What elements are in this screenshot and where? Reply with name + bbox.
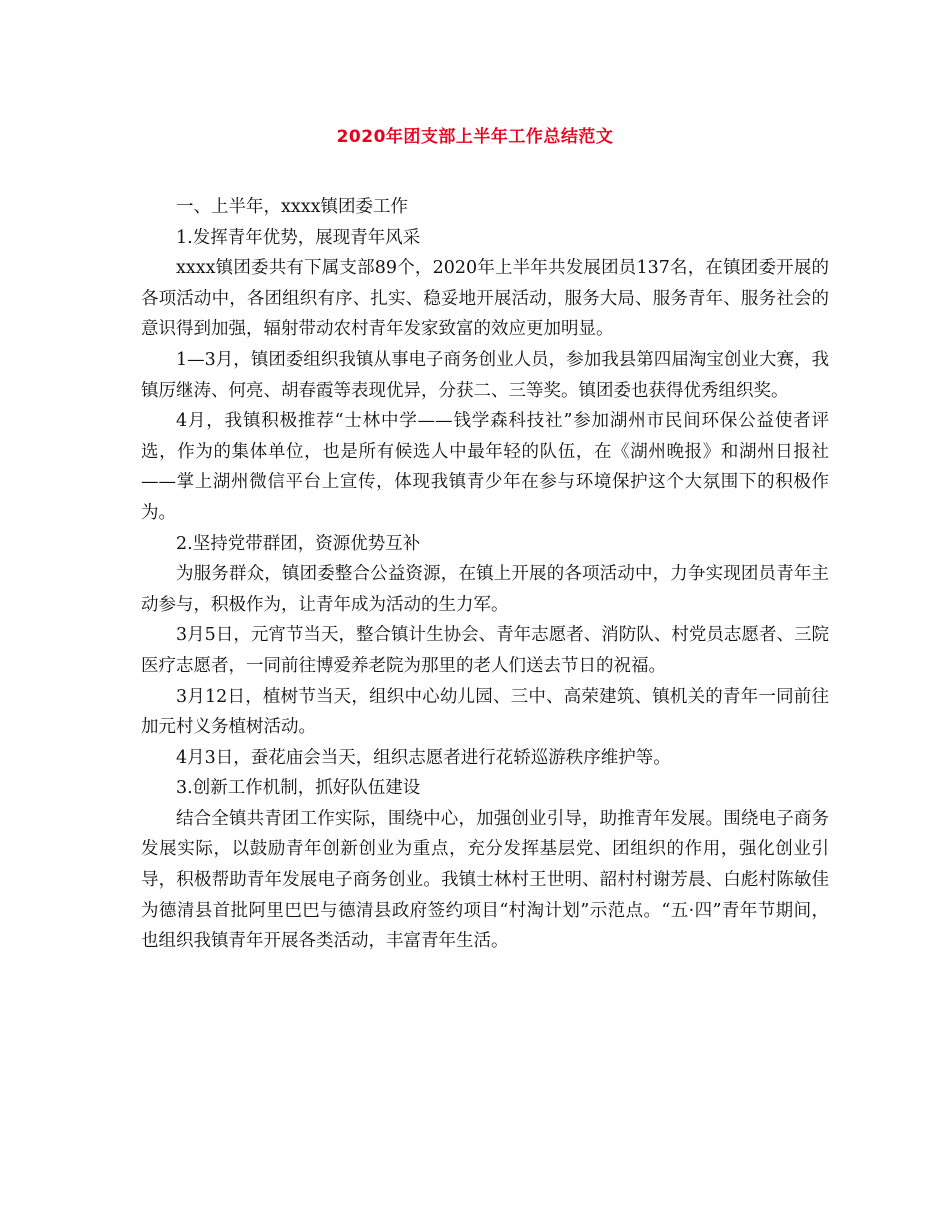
paragraph-arbor-day: 3月12日，植树节当天，组织中心幼儿园、三中、高荣建筑、镇机关的青年一同前往加元村义务植树活动。 [141, 686, 829, 738]
subheading-innovation: 3.创新工作机制，抓好队伍建设 [176, 778, 421, 799]
subheading-youth-advantage: 1.发挥青年优势，展现青年风采 [176, 227, 421, 248]
paragraph-entrepreneurship: 结合全镇共青团工作实际，围绕中心，加强创业引导，助推青年发展。围绕电子商务发展实际，以鼓励青年创新创业为重点，充分发挥基层党、团组织的作用，强化创业引导，积极帮助青年发展电子商务创业。我镇士林村王世明、韶村村谢芳晨、白彪村陈敏佳为德清县首批阿里巴巴与德清县政府签约项目“村淘计划”示范点。“五·四”青年节期间，也组织我镇青年开展各类活动，丰富青年生活。 [141, 808, 829, 952]
subheading-party-leads: 2.坚持党带群团，资源优势互补 [176, 533, 421, 554]
paragraph-temple-fair: 4月3日，蚕花庙会当天，组织志愿者进行花轿巡游秩序维护等。 [176, 747, 671, 768]
paragraph-public-service: 为服务群众，镇团委整合公益资源，在镇上开展的各项活动中，力争实现团员青年主动参与，积极作为，让青年成为活动的生力军。 [141, 564, 829, 615]
paragraph-environment-award: 4月，我镇积极推荐“士林中学——钱学森科技社”参加湖州市民间环保公益使者评选，作为的集体单位，也是所有候选人中最年轻的队伍，在《湖州晚报》和湖州日报社——掌上湖州微信平台上宣传，体现我镇青少年在参与环境保护这个大氛围下的积极作为。 [141, 411, 829, 523]
paragraph-lantern-festival: 3月5日，元宵节当天，整合镇计生协会、青年志愿者、消防队、村党员志愿者、三院医疗志愿者，一同前往博爱养老院为那里的老人们送去节日的祝福。 [141, 625, 829, 676]
paragraph-branch-overview: xxxx镇团委共有下属支部89个，2020年上半年共发展团员137名，在镇团委开展的各项活动中，各团组织有序、扎实、稳妥地开展活动，服务大局、服务青年、服务社会的意识得到加强，辐射带动农村青年发家致富的效应更加明显。 [141, 258, 829, 340]
paragraph-ecommerce-contest: 1—3月，镇团委组织我镇从事电子商务创业人员，参加我县第四届淘宝创业大赛，我镇厉继涛、何亮、胡春霞等表现优异，分获二、三等奖。镇团委也获得优秀组织奖。 [141, 349, 829, 401]
section-heading-first-half: 一、上半年，xxxx镇团委工作 [176, 197, 408, 217]
document-body [141, 192, 829, 957]
document-title: 2020年团支部上半年工作总结范文 [336, 127, 614, 147]
